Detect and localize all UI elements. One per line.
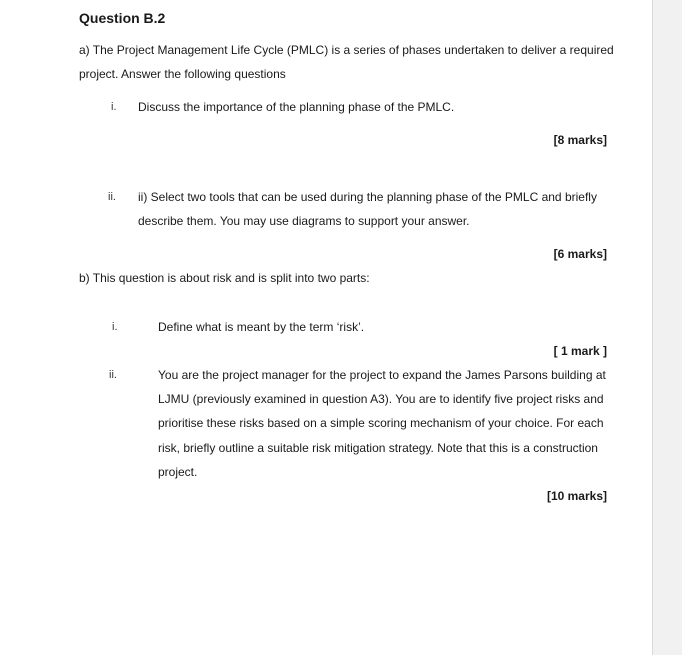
page-gutter	[652, 0, 682, 655]
question-title: Question B.2	[79, 10, 166, 26]
part-b-item-1-marks: [ 1 mark ]	[553, 344, 607, 358]
part-b-item-2-numeral: ii.	[109, 369, 117, 381]
part-b-intro: b) This question is about risk and is split into two parts:	[79, 271, 370, 285]
part-b-item-2-line-4: risk, briefly outline a suitable risk mitigation strategy. Note that this is a construction	[158, 441, 598, 455]
part-a-item-2-numeral: ii.	[108, 191, 116, 203]
part-b-item-1-text: Define what is meant by the term ‘risk’.	[158, 320, 365, 334]
part-b-item-1-numeral: i.	[112, 321, 118, 333]
part-b-item-2-line-2: LJMU (previously examined in question A3). You are to identify five project risks and	[158, 392, 604, 406]
part-a-item-1-marks: [8 marks]	[553, 133, 607, 147]
part-a-intro-line-2: project. Answer the following questions	[79, 67, 286, 81]
part-b-item-2-line-3: prioritise these risks based on a simple scoring mechanism of your choice. For each	[158, 416, 604, 430]
part-b-item-2-line-5: project.	[158, 465, 198, 479]
part-a-item-2-line-2: describe them. You may use diagrams to support your answer.	[138, 214, 470, 228]
part-a-item-2-marks: [6 marks]	[553, 247, 607, 261]
part-a-item-2-line-1: ii) Select two tools that can be used during the planning phase of the PMLC and briefly	[138, 190, 597, 204]
part-b-item-2-marks: [10 marks]	[546, 489, 607, 503]
part-a-intro-line-1: a) The Project Management Life Cycle (PMLC) is a series of phases undertaken to deliver a required	[79, 43, 614, 57]
part-a-item-1-numeral: i.	[111, 101, 117, 113]
part-b-item-2-line-1: You are the project manager for the project to expand the James Parsons building at	[158, 368, 606, 382]
part-a-item-1-text: Discuss the importance of the planning phase of the PMLC.	[138, 100, 455, 114]
